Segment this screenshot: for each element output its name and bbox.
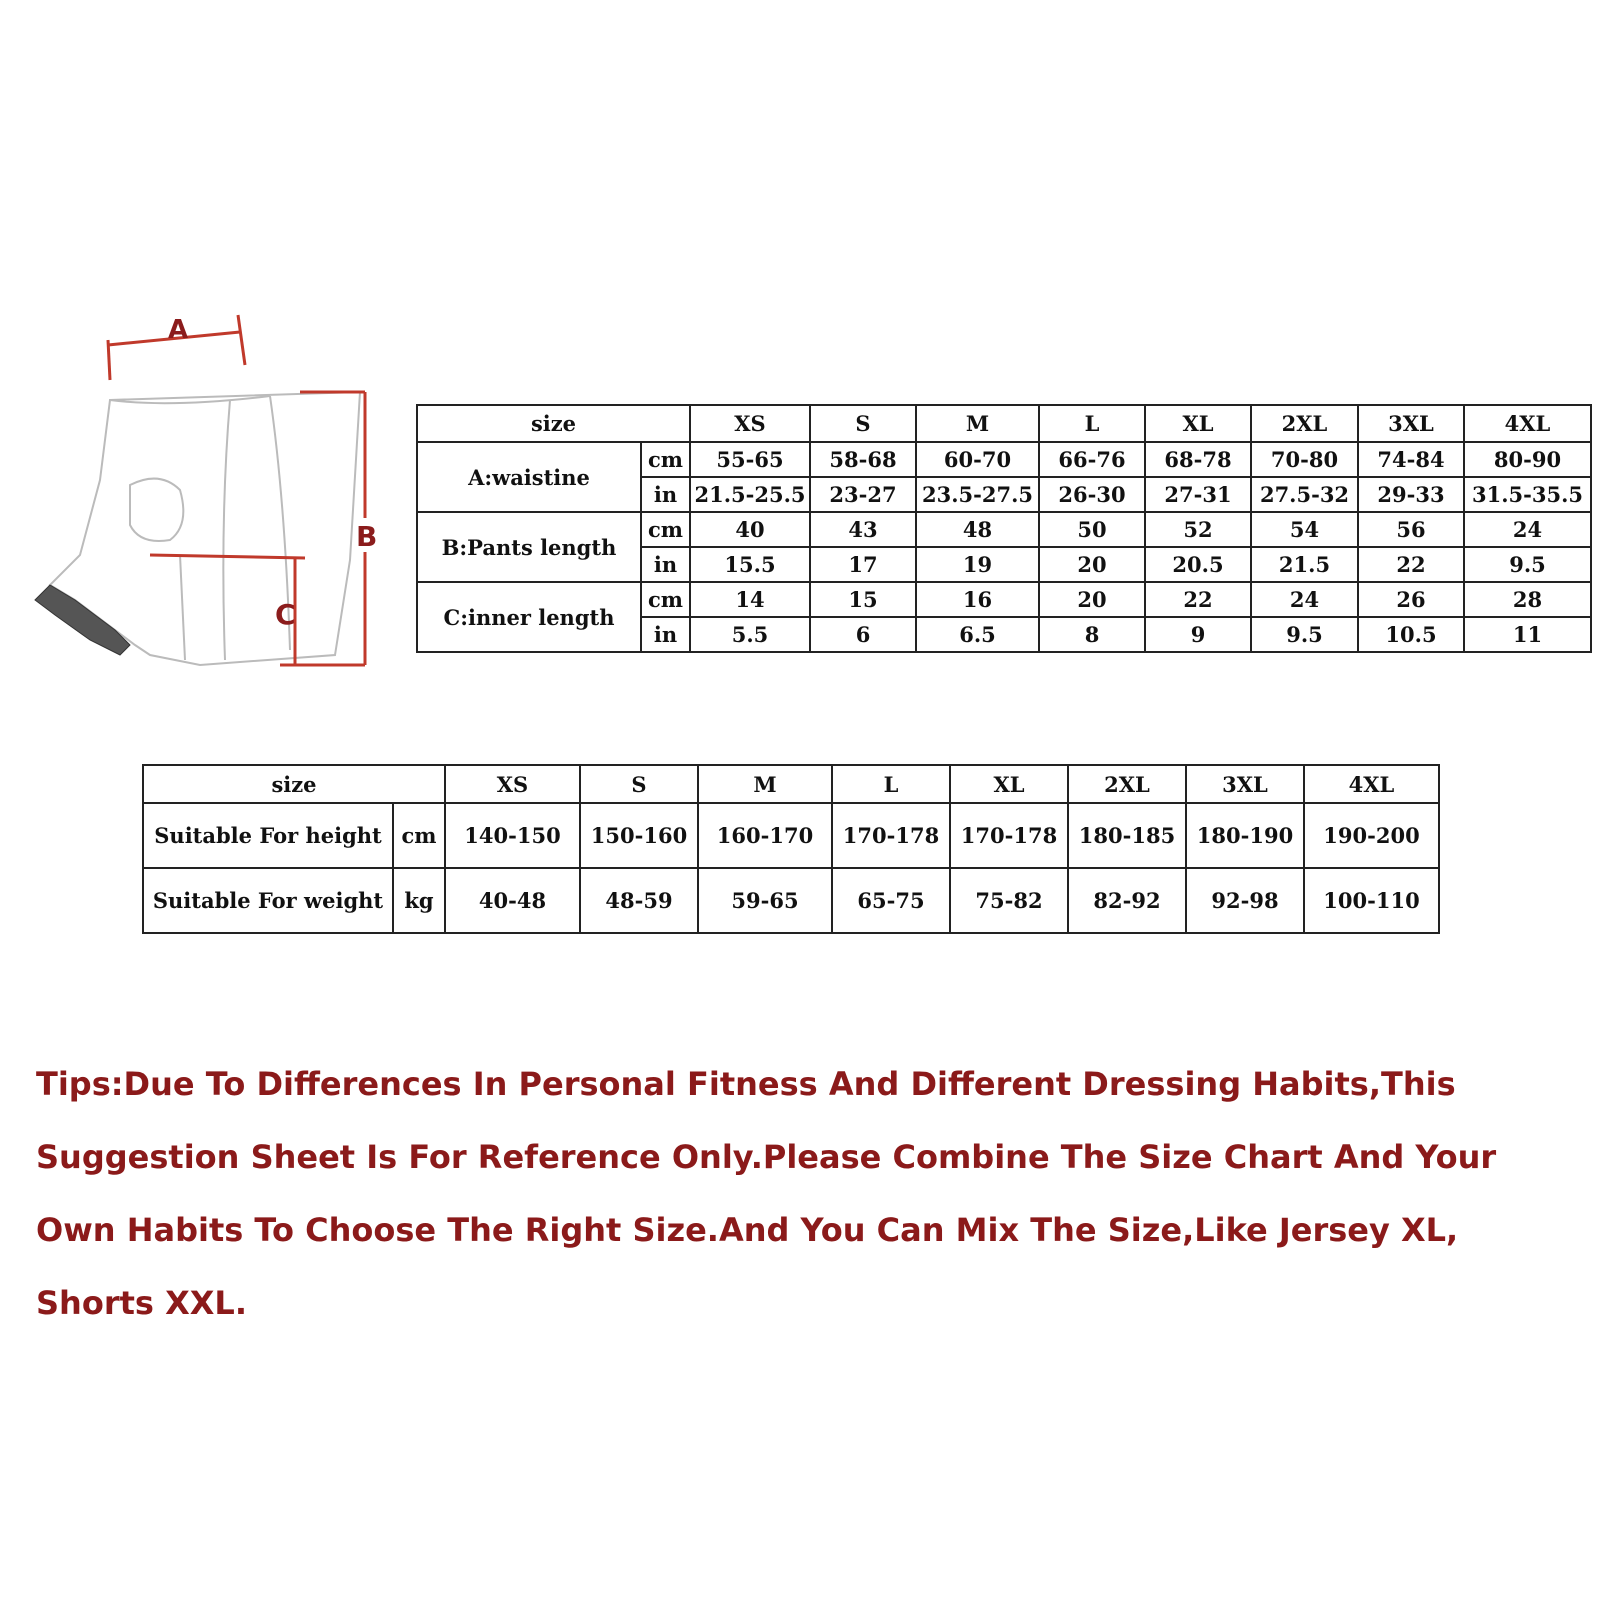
unit-cell: cm bbox=[393, 803, 445, 868]
unit-cell: cm bbox=[641, 582, 690, 617]
value-cell: 9.5 bbox=[1251, 617, 1358, 652]
size-column-header: M bbox=[698, 765, 832, 803]
row-label: A:waistine bbox=[417, 442, 641, 512]
value-cell: 6.5 bbox=[916, 617, 1039, 652]
value-cell: 55-65 bbox=[690, 442, 810, 477]
value-cell: 43 bbox=[810, 512, 916, 547]
value-cell: 150-160 bbox=[580, 803, 698, 868]
value-cell: 22 bbox=[1145, 582, 1251, 617]
value-cell: 65-75 bbox=[832, 868, 950, 933]
value-cell: 80-90 bbox=[1464, 442, 1591, 477]
value-cell: 22 bbox=[1358, 547, 1464, 582]
value-cell: 48-59 bbox=[580, 868, 698, 933]
size-column-header: 4XL bbox=[1304, 765, 1439, 803]
value-cell: 82-92 bbox=[1068, 868, 1186, 933]
size-column-header: S bbox=[810, 405, 916, 442]
value-cell: 20 bbox=[1039, 547, 1145, 582]
value-cell: 21.5 bbox=[1251, 547, 1358, 582]
value-cell: 54 bbox=[1251, 512, 1358, 547]
value-cell: 16 bbox=[916, 582, 1039, 617]
value-cell: 190-200 bbox=[1304, 803, 1439, 868]
dimension-a-label: A bbox=[168, 315, 189, 345]
value-cell: 40 bbox=[690, 512, 810, 547]
value-cell: 27.5-32 bbox=[1251, 477, 1358, 512]
value-cell: 68-78 bbox=[1145, 442, 1251, 477]
value-cell: 26-30 bbox=[1039, 477, 1145, 512]
value-cell: 10.5 bbox=[1358, 617, 1464, 652]
value-cell: 21.5-25.5 bbox=[690, 477, 810, 512]
size-column-header: XL bbox=[950, 765, 1068, 803]
size-column-header: XS bbox=[690, 405, 810, 442]
row-label: C:inner length bbox=[417, 582, 641, 652]
size-header-cell: size bbox=[143, 765, 445, 803]
value-cell: 24 bbox=[1251, 582, 1358, 617]
value-cell: 15.5 bbox=[690, 547, 810, 582]
table-row bbox=[143, 868, 1439, 933]
value-cell: 48 bbox=[916, 512, 1039, 547]
measurement-table bbox=[416, 404, 1592, 653]
fit-table bbox=[142, 764, 1440, 934]
table-row bbox=[417, 442, 1591, 477]
unit-cell: in bbox=[641, 617, 690, 652]
value-cell: 160-170 bbox=[698, 803, 832, 868]
unit-cell: cm bbox=[641, 512, 690, 547]
value-cell: 180-185 bbox=[1068, 803, 1186, 868]
row-label: B:Pants length bbox=[417, 512, 641, 582]
tips-text: Tips:Due To Differences In Personal Fitness And Different Dressing Habits,This Suggestion Sheet Is For Reference Only.Please Combine The Size Chart And Your Own Habits To Choose The Right Size.And You Can Mix The Size,Like Jersey XL, Shorts XXL. bbox=[36, 1065, 1497, 1322]
value-cell: 15 bbox=[810, 582, 916, 617]
size-header-cell: size bbox=[417, 405, 690, 442]
value-cell: 24 bbox=[1464, 512, 1591, 547]
value-cell: 8 bbox=[1039, 617, 1145, 652]
value-cell: 59-65 bbox=[698, 868, 832, 933]
value-cell: 56 bbox=[1358, 512, 1464, 547]
size-column-header: XS bbox=[445, 765, 580, 803]
value-cell: 14 bbox=[690, 582, 810, 617]
value-cell: 19 bbox=[916, 547, 1039, 582]
value-cell: 75-82 bbox=[950, 868, 1068, 933]
value-cell: 170-178 bbox=[950, 803, 1068, 868]
value-cell: 9.5 bbox=[1464, 547, 1591, 582]
size-column-header: 3XL bbox=[1358, 405, 1464, 442]
value-cell: 27-31 bbox=[1145, 477, 1251, 512]
value-cell: 20.5 bbox=[1145, 547, 1251, 582]
value-cell: 92-98 bbox=[1186, 868, 1304, 933]
value-cell: 31.5-35.5 bbox=[1464, 477, 1591, 512]
value-cell: 50 bbox=[1039, 512, 1145, 547]
dimension-b-label: B bbox=[356, 520, 378, 553]
value-cell: 23-27 bbox=[810, 477, 916, 512]
measurement-table-body bbox=[417, 405, 1591, 652]
size-column-header: L bbox=[1039, 405, 1145, 442]
value-cell: 9 bbox=[1145, 617, 1251, 652]
value-cell: 52 bbox=[1145, 512, 1251, 547]
size-column-header: 2XL bbox=[1251, 405, 1358, 442]
value-cell: 74-84 bbox=[1358, 442, 1464, 477]
size-column-header: 2XL bbox=[1068, 765, 1186, 803]
unit-cell: cm bbox=[641, 442, 690, 477]
value-cell: 170-178 bbox=[832, 803, 950, 868]
value-cell: 6 bbox=[810, 617, 916, 652]
size-column-header: S bbox=[580, 765, 698, 803]
value-cell: 66-76 bbox=[1039, 442, 1145, 477]
unit-cell: in bbox=[641, 547, 690, 582]
shorts-diagram bbox=[20, 300, 410, 700]
value-cell: 29-33 bbox=[1358, 477, 1464, 512]
value-cell: 26 bbox=[1358, 582, 1464, 617]
leg-cuff bbox=[35, 585, 130, 655]
fit-table-body bbox=[143, 765, 1439, 933]
size-column-header: L bbox=[832, 765, 950, 803]
header-row bbox=[417, 405, 1591, 442]
value-cell: 70-80 bbox=[1251, 442, 1358, 477]
value-cell: 180-190 bbox=[1186, 803, 1304, 868]
table-row bbox=[417, 512, 1591, 547]
size-column-header: 3XL bbox=[1186, 765, 1304, 803]
table-row bbox=[143, 803, 1439, 868]
unit-cell: in bbox=[641, 477, 690, 512]
row-label: Suitable For height bbox=[143, 803, 393, 868]
value-cell: 23.5-27.5 bbox=[916, 477, 1039, 512]
size-column-header: XL bbox=[1145, 405, 1251, 442]
table-row bbox=[417, 582, 1591, 617]
unit-cell: kg bbox=[393, 868, 445, 933]
value-cell: 60-70 bbox=[916, 442, 1039, 477]
value-cell: 5.5 bbox=[690, 617, 810, 652]
value-cell: 100-110 bbox=[1304, 868, 1439, 933]
header-row bbox=[143, 765, 1439, 803]
value-cell: 58-68 bbox=[810, 442, 916, 477]
value-cell: 140-150 bbox=[445, 803, 580, 868]
dimension-c-label: C bbox=[275, 598, 296, 631]
size-column-header: M bbox=[916, 405, 1039, 442]
value-cell: 11 bbox=[1464, 617, 1591, 652]
size-column-header: 4XL bbox=[1464, 405, 1591, 442]
row-label: Suitable For weight bbox=[143, 868, 393, 933]
value-cell: 17 bbox=[810, 547, 916, 582]
value-cell: 40-48 bbox=[445, 868, 580, 933]
value-cell: 28 bbox=[1464, 582, 1591, 617]
value-cell: 20 bbox=[1039, 582, 1145, 617]
